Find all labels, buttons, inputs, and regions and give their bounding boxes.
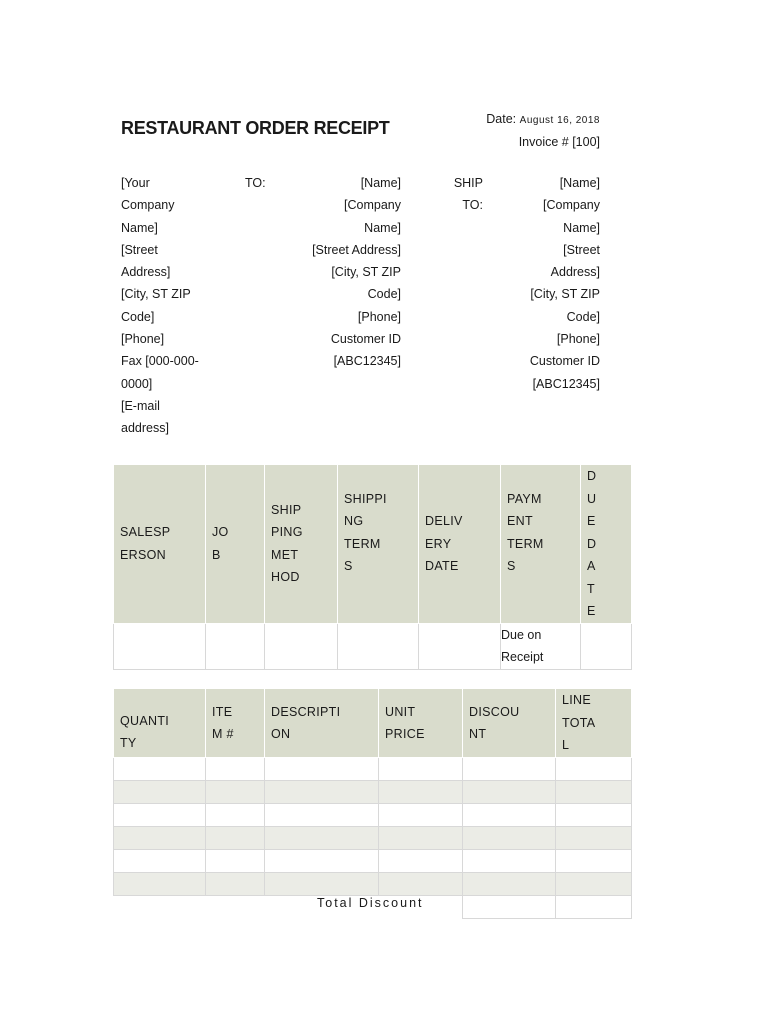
quantity-cell[interactable] [114, 827, 206, 850]
header-shipping-method [265, 465, 338, 624]
header-unit-price [379, 689, 463, 758]
header-text: D [587, 469, 597, 483]
payment-terms-text: Receipt [501, 650, 544, 664]
delivery-date-cell[interactable] [419, 623, 501, 669]
ship-line: [Company [543, 198, 600, 213]
item-row [114, 804, 632, 827]
salesperson-cell[interactable] [114, 623, 206, 669]
unit-price-cell[interactable] [379, 804, 463, 827]
header-text: E [587, 604, 596, 618]
ship-line: Customer ID [529, 354, 600, 369]
item-number-cell[interactable] [206, 781, 265, 804]
from-line: Fax [000-000- [121, 354, 199, 369]
to-line: [Phone] [357, 309, 401, 324]
from-line: 0000] [121, 376, 153, 391]
header-payment-terms [501, 465, 581, 624]
header-text: SALESP [120, 525, 171, 540]
from-line: Name] [121, 220, 158, 235]
from-line: Code] [121, 309, 155, 324]
unit-price-cell[interactable] [379, 850, 463, 873]
item-number-cell[interactable] [206, 827, 265, 850]
unit-price-cell[interactable] [379, 873, 463, 896]
from-line: [Street [121, 242, 158, 257]
header-text: A [587, 559, 596, 573]
ship-line: [Name] [559, 176, 600, 190]
payment-terms-text: Due on [501, 627, 542, 642]
item-number-cell[interactable] [206, 804, 265, 827]
quantity-cell[interactable] [114, 850, 206, 873]
to-line: [Street Address] [312, 242, 401, 257]
header-text: NG [344, 514, 364, 529]
header-text: ERSON [120, 547, 166, 562]
invoice-number: Invoice # [100] [518, 135, 600, 149]
line-total-cell[interactable] [556, 850, 632, 873]
order-info-table [113, 464, 632, 670]
date-value: August 16, 2018 [519, 115, 600, 126]
header-text: M # [212, 727, 234, 741]
to-line: [Name] [360, 176, 401, 190]
header-text: T [587, 581, 595, 596]
ship-to-address [500, 172, 600, 395]
header-text: U [587, 491, 597, 506]
header-text: DELIV [425, 514, 463, 528]
description-cell[interactable] [265, 804, 379, 827]
header-text: NT [469, 727, 487, 741]
to-line: [ABC12345] [333, 354, 401, 369]
item-row [114, 781, 632, 804]
to-line: [Company [344, 198, 401, 213]
header-text: B [212, 547, 221, 562]
header-salesperson [114, 465, 206, 624]
item-number-cell[interactable] [206, 850, 265, 873]
ship-to-label-line: TO: [462, 198, 483, 213]
header-text: SHIP [271, 502, 302, 517]
header-job [206, 465, 265, 624]
discount-cell[interactable] [463, 873, 556, 896]
items-table [113, 688, 632, 896]
header-description [265, 689, 379, 758]
header-text: ERY [425, 536, 452, 551]
description-cell[interactable] [265, 873, 379, 896]
header-text: SHIPPI [344, 491, 387, 506]
ship-line: [City, ST ZIP [530, 287, 600, 302]
item-row [114, 827, 632, 850]
shipping-terms-cell[interactable] [338, 623, 419, 669]
line-total-cell[interactable] [556, 804, 632, 827]
item-number-cell[interactable] [206, 873, 265, 896]
date-line [486, 112, 600, 126]
from-line: [City, ST ZIP [121, 287, 191, 302]
header-line-total [556, 689, 632, 758]
quantity-cell[interactable] [114, 804, 206, 827]
header-text: DISCOU [469, 704, 520, 719]
unit-price-cell[interactable] [379, 827, 463, 850]
description-cell[interactable] [265, 781, 379, 804]
header-text: L [562, 738, 570, 753]
line-total-cell[interactable] [556, 758, 632, 781]
header-text: S [344, 559, 353, 574]
header-text: UNIT [385, 704, 416, 719]
ship-line: Code] [566, 309, 600, 324]
item-row [114, 758, 632, 781]
item-number-cell[interactable] [206, 758, 265, 781]
line-total-cell[interactable] [556, 781, 632, 804]
header-text: DESCRIPTI [271, 704, 341, 719]
items-header-row [114, 689, 632, 758]
date-label: Date: [486, 112, 517, 126]
ship-to-label-line: SHIP [453, 176, 483, 190]
header-text: TOTA [562, 715, 596, 730]
due-date-cell[interactable] [581, 623, 632, 669]
job-cell[interactable] [206, 623, 265, 669]
ship-line: [Phone] [556, 332, 600, 347]
description-cell[interactable] [265, 827, 379, 850]
discount-cell[interactable] [463, 804, 556, 827]
unit-price-cell[interactable] [379, 781, 463, 804]
total-discount-label: Total Discount [317, 896, 424, 910]
header-due-date [581, 465, 632, 624]
header-text: JO [212, 525, 229, 540]
header-text: D [587, 536, 597, 551]
to-line: [City, ST ZIP [331, 265, 401, 280]
line-total-cell[interactable] [556, 827, 632, 850]
item-row [114, 850, 632, 873]
header-text: DATE [425, 559, 459, 573]
from-line: [Your [121, 176, 150, 190]
order-header-row [114, 465, 632, 624]
header-text: ITE [212, 704, 233, 719]
discount-cell[interactable] [463, 781, 556, 804]
from-line: [E-mail [121, 398, 160, 413]
header-text: ON [271, 727, 291, 741]
item-row [114, 873, 632, 896]
header-shipping-terms [338, 465, 419, 624]
total-discount-field[interactable] [462, 895, 632, 919]
header-text: HOD [271, 570, 300, 585]
header-delivery-date [419, 465, 501, 624]
ship-line: Address] [550, 265, 600, 280]
payment-terms-cell[interactable] [501, 623, 581, 669]
ship-line: [ABC12345] [532, 376, 600, 391]
quantity-cell[interactable] [114, 873, 206, 896]
discount-cell[interactable] [463, 850, 556, 873]
header-text: ENT [507, 514, 533, 529]
description-cell[interactable] [265, 758, 379, 781]
header-text: TY [120, 736, 137, 750]
shipping-method-cell[interactable] [265, 623, 338, 669]
header-text: MET [271, 547, 299, 562]
header-text: PAYM [507, 491, 542, 506]
to-line: Code] [367, 287, 401, 302]
header-quantity [114, 689, 206, 758]
ship-line: [Street [563, 242, 600, 257]
to-address [290, 172, 401, 373]
header-text: LINE [562, 693, 591, 708]
header-text: E [587, 514, 596, 528]
from-line: Address] [121, 265, 171, 280]
from-address [121, 172, 231, 440]
header-discount [463, 689, 556, 758]
header-text: TERM [507, 536, 544, 551]
discount-cell[interactable] [463, 758, 556, 781]
to-line: Name] [364, 220, 401, 235]
to-label: TO: [245, 176, 266, 190]
header-text: PING [271, 525, 303, 540]
line-total-cell[interactable] [556, 873, 632, 896]
header-text: QUANTI [120, 713, 170, 728]
header-item-number [206, 689, 265, 758]
description-cell[interactable] [265, 850, 379, 873]
page-title: RESTAURANT ORDER RECEIPT [121, 118, 390, 138]
ship-line: Name] [563, 220, 600, 235]
header-text: S [507, 559, 516, 574]
from-line: [Phone] [121, 332, 165, 347]
from-line: address] [121, 421, 169, 436]
header-text: TERM [344, 536, 381, 551]
total-discount-divider [555, 895, 556, 918]
header-text: PRICE [385, 727, 425, 741]
to-line: Customer ID [330, 332, 401, 347]
order-value-row [114, 623, 632, 669]
unit-price-cell[interactable] [379, 758, 463, 781]
discount-cell[interactable] [463, 827, 556, 850]
from-line: Company [121, 198, 175, 213]
ship-to-label [440, 172, 483, 217]
quantity-cell[interactable] [114, 758, 206, 781]
quantity-cell[interactable] [114, 781, 206, 804]
